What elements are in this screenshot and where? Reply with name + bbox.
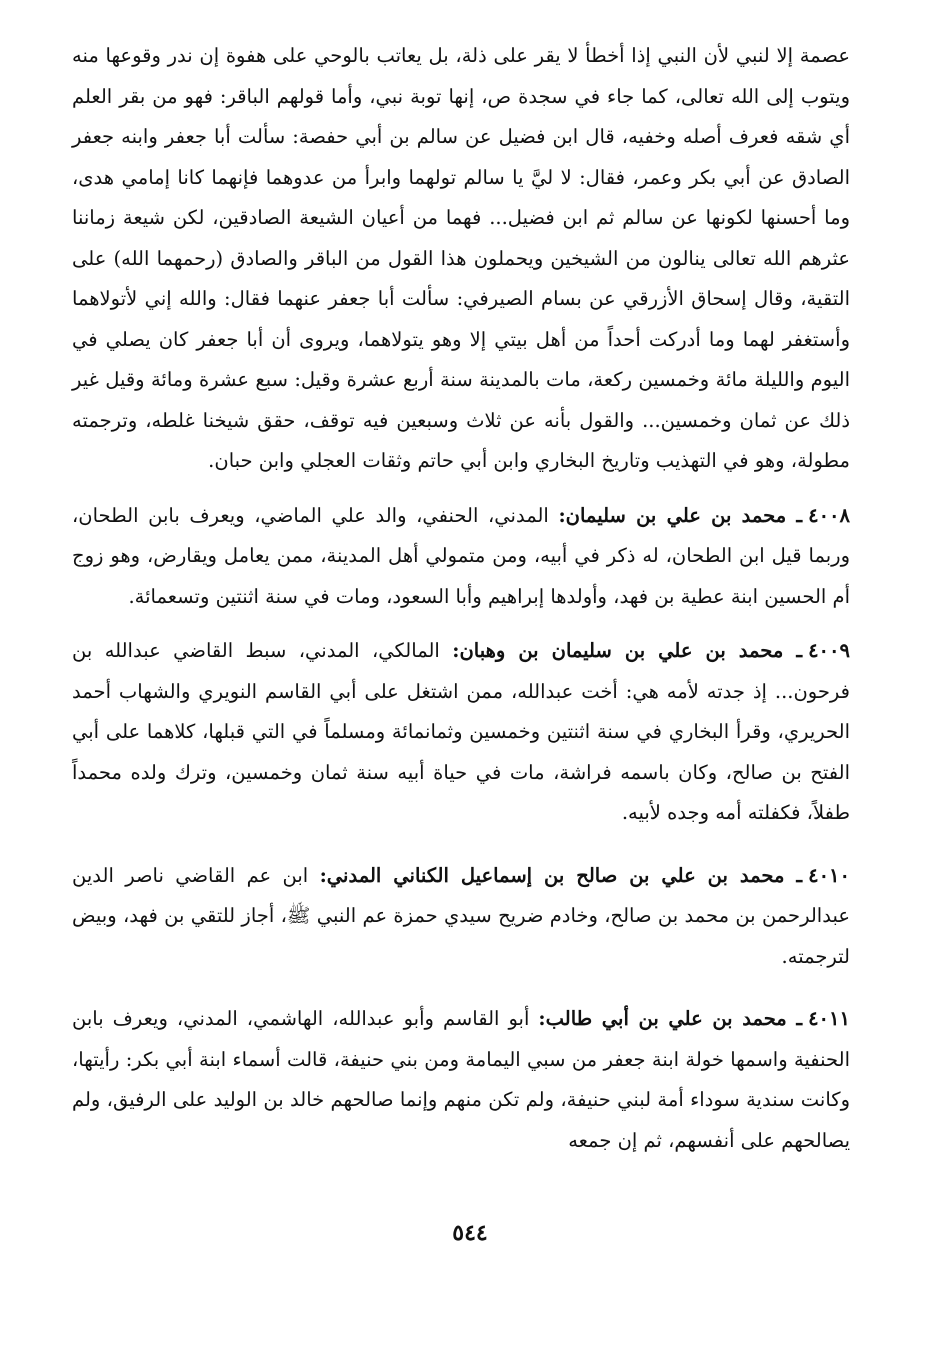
entry-dash: ـ xyxy=(786,503,803,527)
entry-number: ٤٠٠٩ xyxy=(808,639,850,662)
entry-body: ابن عم القاضي ناصر الدين عبدالرحمن بن محمد بن صالح، وخادم ضريح سيدي حمزة عم النبي ﷺ، أجاز للتقي بن فهد، وبيض لترجمته. xyxy=(72,863,850,968)
entry-number: ٤٠١١ xyxy=(808,1007,850,1030)
entry-heading: محمد بن علي بن أبي طالب: xyxy=(538,1007,787,1030)
entry-dash: ـ xyxy=(786,1007,803,1030)
entry-4011 xyxy=(72,999,850,1161)
entry-heading: محمد بن علي بن سليمان بن وهبان: xyxy=(452,639,784,662)
entry-body: المالكي، المدني، سبط القاضي عبدالله بن فرحون... إذ جدته لأمه هي: أخت عبدالله، ممن اشتغل على أبي القاسم النويري والشهاب أحمد الحريري، وقرأ البخاري في سنة اثنتين وخمسين وثمانمائة ومسلماً في التي قبلها، كلاهما على أبي الفتح بن صالح، وكان باسمه فراشة، مات في حياة أبيه سنة ثمان وخمسين، وترك ولده محمداً طفلاً، فكفلته أمه وجده لأبيه. xyxy=(72,639,850,824)
entry-body: المدني، الحنفي، والد علي الماضي، ويعرف بابن الطحان، وربما قيل ابن الطحان، له ذكر في أبيه، ومن متمولي أهل المدينة، ممن يعامل ويقارض، وهو زوج أم الحسين ابنة عطية بن فهد، وأولدها إبراهيم وأبا السعود، ومات في سنة اثنتين وتسعمائة. xyxy=(72,503,850,608)
entry-dash: ـ xyxy=(783,639,803,662)
entry-number: ٤٠١٠ xyxy=(808,863,850,887)
entry-heading: محمد بن علي بن سليمان: xyxy=(558,503,787,527)
entry-4010 xyxy=(72,856,850,978)
entry-heading: محمد بن علي بن صالح بن إسماعيل الكناني المدني: xyxy=(319,863,785,887)
page-number: ٥٤٤ xyxy=(452,1220,488,1246)
entry-number: ٤٠٠٨ xyxy=(808,503,851,527)
entry-4008 xyxy=(72,496,850,618)
page-body xyxy=(72,36,850,1161)
continuation-paragraph: عصمة إلا لنبي لأن النبي إذا أخطأ لا يقر على ذلة، بل يعاتب بالوحي على هفوة إن ندر وقوعها منه ويتوب إلى الله تعالى، كما جاء في سجدة ص، إنها توبة نبي، وأما قولهم الباقر: فهو من بقر العلم أي شقه فعرف أصله وخفيه، قال ابن فضيل عن سالم بن أبي حفصة: سألت أبا جعفر وابنه جعفر الصادق عن أبي بكر وعمر، فقال: لا ليَّ يا سالم تولهما وابرأ من عدوهما فإنهما كانا إمامي هدى، وما أحسنها لكونها عن سالم ثم ابن فضيل... فهما من أعيان الشيعة الصادقين، لكن شيعة زماننا عثرهم الله تعالى ينالون من الشيخين ويحملون هذا القول من الباقر والصادق (رحمهما الله) على التقية، وقال إسحاق الأزرقي عن بسام الصيرفي: سألت أبا جعفر عنهما فقال: والله إني لأتولاهما وأستغفر لهما وما أدركت أحداً من أهل بيتي إلا وهو يتولاهما، ويروى أن أبا جعفر كان يصلي في اليوم والليلة مائة وخمسين ركعة، مات بالمدينة سنة أربع عشرة وقيل: سبع عشرة ومائة وقيل غير ذلك عن ثمان وخمسين... والقول بأنه عن ثلاث وسبعين فيه توقف، حقق شيخنا غلطه، وترجمته مطولة، وهو في التهذيب وتاريخ البخاري وابن أبي حاتم وثقات العجلي وابن حبان. xyxy=(72,44,850,472)
entry-4009 xyxy=(72,631,850,834)
entry-body: أبو القاسم وأبو عبدالله، الهاشمي، المدني، ويعرف بابن الحنفية واسمها خولة ابنة جعفر من سبي اليمامة ومن بني حنيفة، قالت أسماء ابنة أبي بكر: رأيتها، وكانت سندية سوداء أمة لبني حنيفة، ولم تكن منهم وإنما صالحهم خالد بن الوليد على الرفيق، ولم يصالحهم على أنفسهم، ثم إن جمعه xyxy=(72,1007,850,1152)
entry-dash: ـ xyxy=(784,863,803,887)
